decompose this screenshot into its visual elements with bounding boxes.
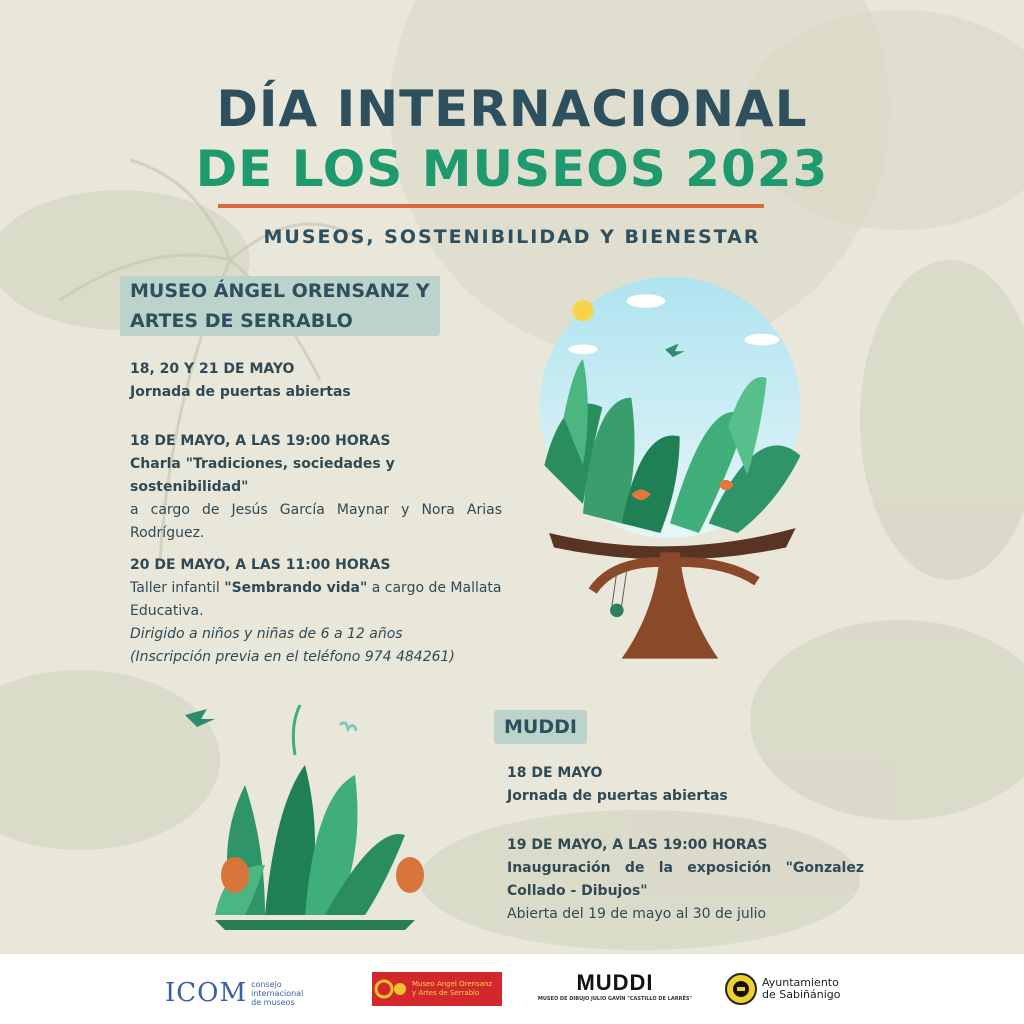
museo-tag-line1: MUSEO ÁNGEL ORENSANZ Y: [120, 276, 440, 306]
butterfly-icon: [340, 723, 356, 731]
muddi-logo-sub: MUSEO DE DIBUJO JULIO GAVÍN "CASTILLO DE LARRÉS": [537, 996, 693, 1002]
muddi-tag: MUDDI: [494, 710, 587, 744]
event-title: Charla "Tradiciones, sociedades y sostenibilidad": [130, 456, 395, 495]
ayuntamiento-logo: [724, 972, 840, 1006]
event-description: [130, 577, 502, 623]
icom-logo: [165, 973, 303, 1013]
ayuntamiento-line-1: Ayuntamiento: [762, 976, 839, 989]
muddi-event-2: [507, 834, 864, 926]
muddi-logo: [520, 970, 710, 1002]
title-line-2: DE LOS MUSEOS 2023: [195, 140, 829, 198]
museo-orensanz-logo: [372, 972, 502, 1006]
child-on-swing: [610, 604, 624, 618]
event-date: 18 DE MAYO: [507, 765, 603, 781]
sun-icon: [572, 300, 593, 321]
event-title: Jornada de puertas abiertas: [507, 788, 728, 804]
event-title: Inauguración de la exposición "Gonzalez Collado - Dibujos": [507, 860, 864, 899]
muddi-event-1: [507, 762, 867, 808]
museo-event-3: [130, 554, 502, 669]
title-line-1: DÍA INTERNACIONAL: [216, 80, 808, 138]
ayuntamiento-emblem-icon: [724, 972, 758, 1006]
event-title: "Sembrando vida": [224, 580, 368, 596]
globe-tree-illustration: [525, 270, 815, 680]
event-date: 20 DE MAYO, A LAS 11:00 HORAS: [130, 557, 391, 573]
icom-sub-3: de museos: [251, 997, 295, 1007]
museo-logo-line-2: y Artes de Serrablo: [412, 989, 480, 997]
icom-name: ICOM: [165, 978, 248, 1008]
museo-tag: [120, 276, 440, 336]
plants-illustration: [175, 695, 435, 935]
event-suffix: a cargo de Mallata Educativa.: [130, 580, 502, 619]
event-prefix: Taller infantil: [130, 580, 225, 596]
event-date: 18 DE MAYO, A LAS 19:00 HORAS: [130, 433, 391, 449]
title-divider: [218, 204, 764, 208]
rabbit-left: [221, 857, 249, 893]
footer-logos: [0, 954, 1024, 1024]
muddi-logo-name: MUDDI: [576, 970, 654, 995]
event-date: 19 DE MAYO, A LAS 19:00 HORAS: [507, 837, 768, 853]
icom-sub-1: consejo: [251, 979, 282, 989]
event-title: Jornada de puertas abiertas: [130, 384, 351, 400]
event-detail: Abierta del 19 de mayo al 30 de julio: [507, 906, 767, 922]
museo-event-1: [130, 358, 500, 404]
museo-event-2: [130, 430, 502, 545]
event-note-1: Dirigido a niños y niñas de 6 a 12 años: [130, 626, 403, 642]
museo-emblem-icon: [372, 974, 412, 1004]
rabbit-right: [396, 857, 424, 893]
bird-icon: [185, 709, 215, 727]
museo-tag-line2: ARTES DE SERRABLO: [120, 306, 363, 336]
icom-sub-2: internacional: [251, 988, 304, 998]
event-detail: a cargo de Jesús García Maynar y Nora Arias Rodríguez.: [130, 502, 502, 541]
museo-logo-line-1: Museo Angel Orensanz: [412, 980, 493, 988]
ayuntamiento-line-2: de Sabiñánigo: [762, 988, 841, 1001]
subtitle: MUSEOS, SOSTENIBILIDAD Y BIENESTAR: [263, 226, 761, 248]
event-date: 18, 20 Y 21 DE MAYO: [130, 361, 295, 377]
event-note-2: (Inscripción previa en el teléfono 974 484261): [130, 649, 455, 665]
